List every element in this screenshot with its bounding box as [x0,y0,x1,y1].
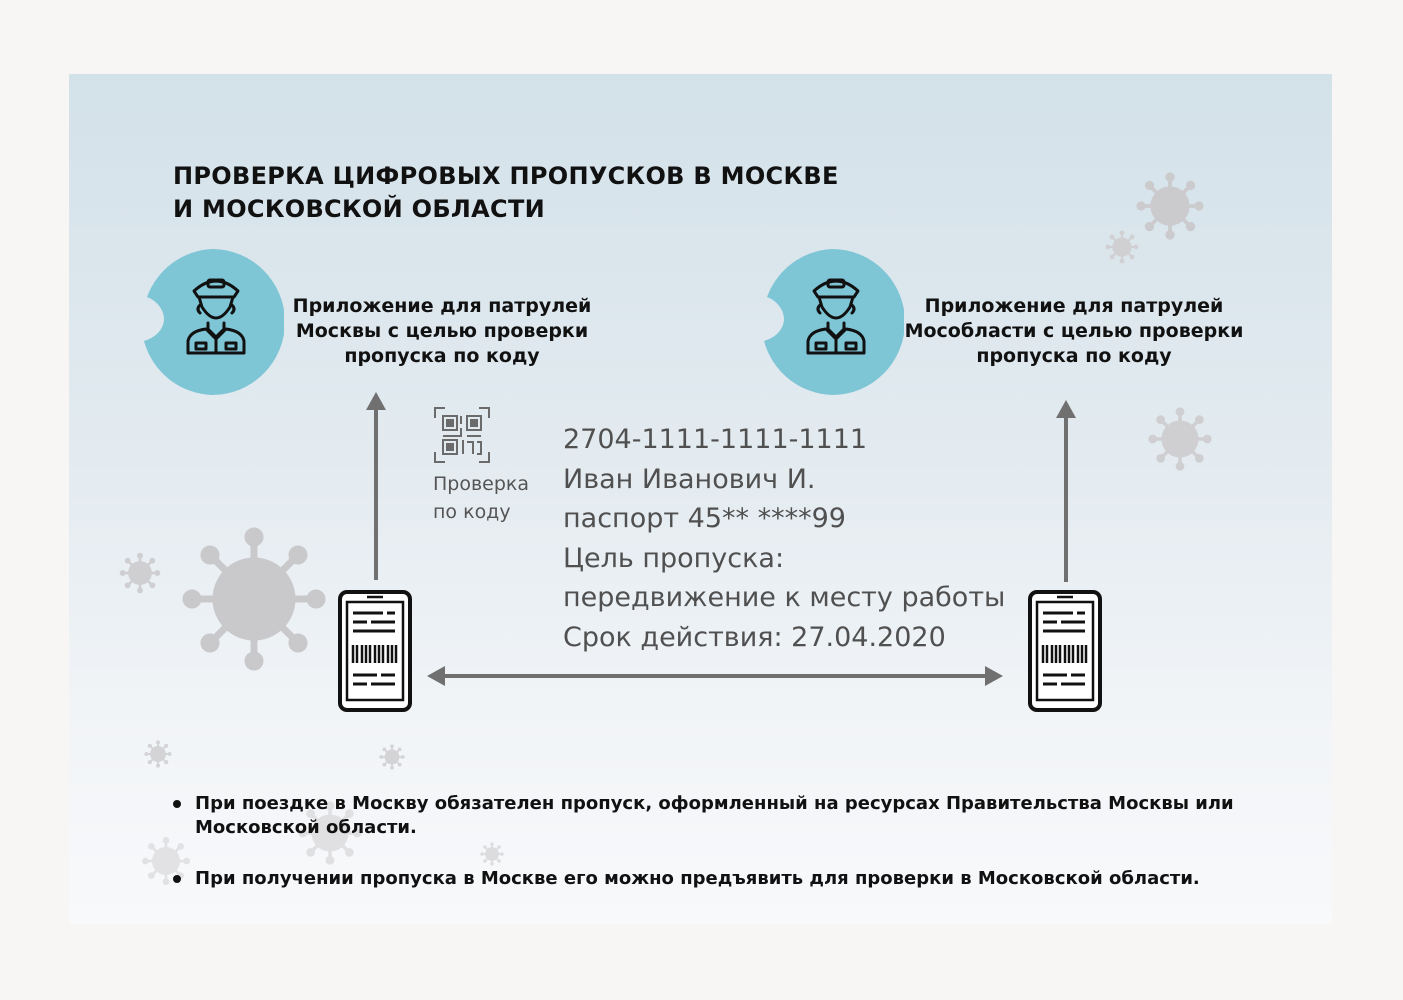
qr-caption-line: Проверка [433,473,530,495]
qr-caption [433,470,529,526]
phone-icon [1027,589,1103,713]
virus-icon [1135,171,1205,241]
region-app-label [901,294,1247,369]
infographic-card [69,74,1332,924]
arrow-up-left [363,392,389,580]
notes-list [173,792,1273,918]
pass-passport: паспорт 45** ****99 [563,503,846,535]
pass-purpose-label: Цель пропуска: [563,542,785,574]
qr-code-icon [433,406,491,464]
title-line: И МОСКОВСКОЙ ОБЛАСТИ [173,195,545,223]
moscow-app-badge [144,249,284,395]
moscow-app-label-line: Москвы с целью проверки [295,320,589,342]
pass-expiry: Срок действия: 27.04.2020 [563,621,946,653]
pass-details [563,420,1005,658]
moscow-app-label-line: Приложение для патрулей [292,295,592,317]
virus-icon [1105,230,1139,264]
qr-caption-line: по коду [433,501,511,523]
arrow-horizontal [427,664,1003,688]
pass-number: 2704-1111-1111-1111 [563,424,868,455]
pass-purpose-value: передвижение к месту работы [563,582,1006,614]
list-item: При получении пропуска в Москве его можно предъявить для проверки в Московской области. [173,867,1273,891]
region-app-badge [764,249,904,395]
virus-icon [1147,406,1213,472]
region-app-label-line: Мособласти с целью проверки [904,320,1244,342]
arrow-up-right [1053,400,1079,582]
virus-icon [179,524,329,674]
virus-icon [119,552,161,594]
virus-icon [144,740,172,768]
title-line: ПРОВЕРКА ЦИФРОВЫХ ПРОПУСКОВ В МОСКВЕ [173,162,839,190]
region-app-label-line: пропуска по коду [976,345,1172,367]
page-title [173,160,839,226]
moscow-app-label [269,294,615,369]
moscow-app-label-line: пропуска по коду [344,345,540,367]
virus-icon [379,744,405,770]
phone-icon [337,589,413,713]
region-app-label-line: Приложение для патрулей [924,295,1224,317]
pass-holder-name: Иван Иванович И. [563,463,816,495]
list-item: При поездке в Москву обязателен пропуск, оформленный на ресурсах Правительства Москвы или Московской области. [173,792,1273,840]
